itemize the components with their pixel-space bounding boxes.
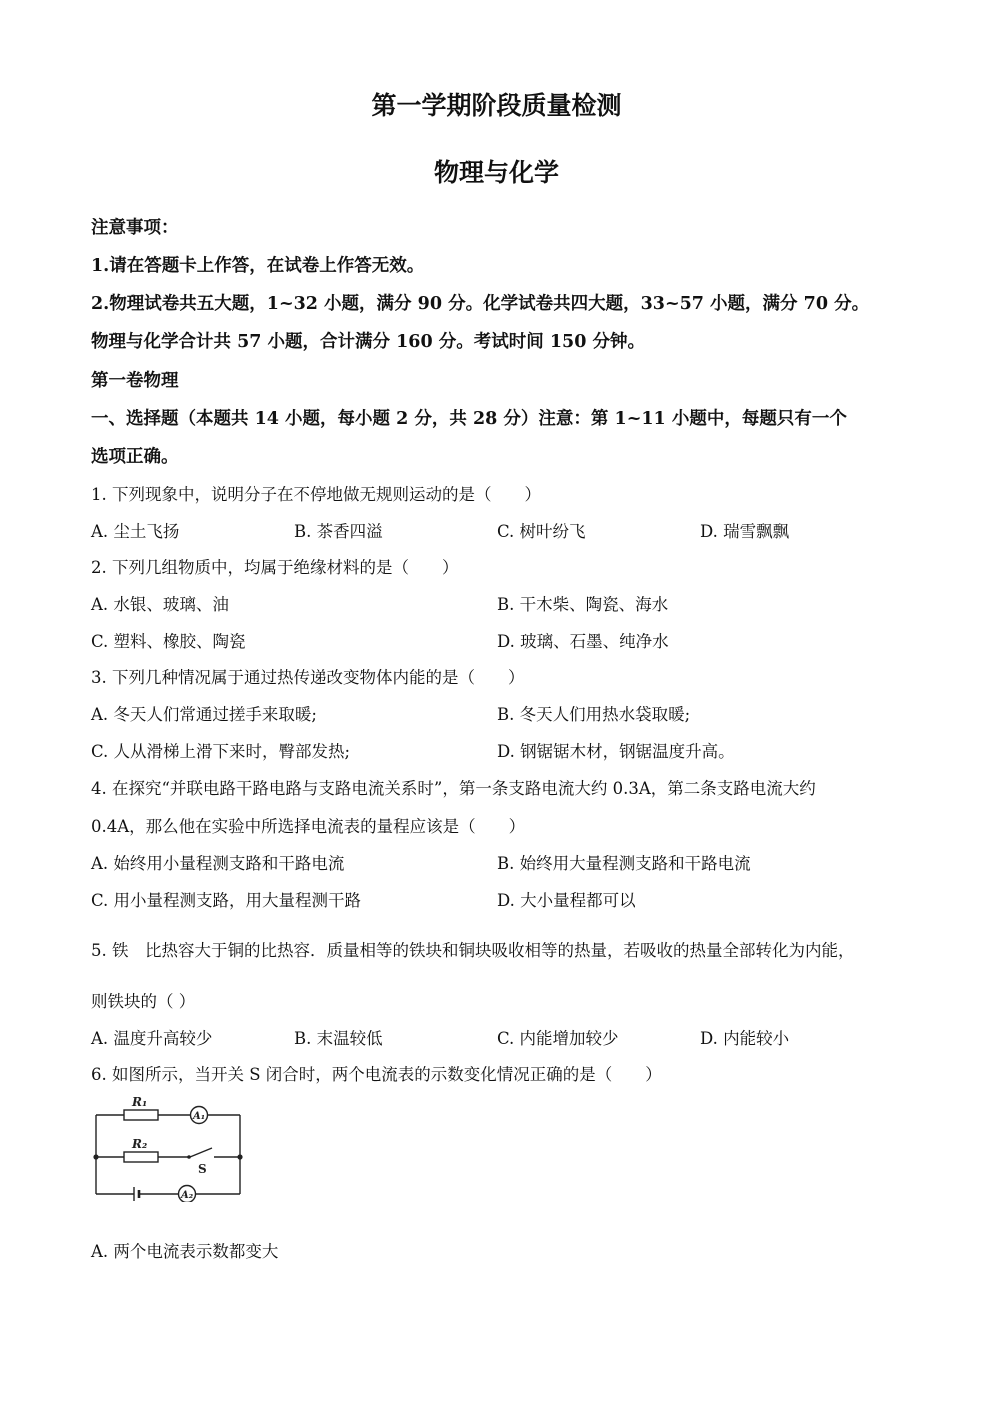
resistor-r1 [124, 1110, 158, 1120]
question-3-option-b: B. 冬天人们用热水袋取暖; [497, 705, 691, 724]
question-2-stem: 2. 下列几组物质中，均属于绝缘材料的是（ ） [91, 558, 459, 577]
switch-label: S [198, 1162, 207, 1176]
circuit-diagram [88, 1090, 248, 1202]
question-2-option-b: B. 干木柴、陶瓷、海水 [497, 595, 669, 614]
question-2-option-c: C. 塑料、橡胶、陶瓷 [91, 632, 246, 651]
page-title: 第一学期阶段质量检测 [371, 91, 622, 120]
a2-label: A₂ [181, 1190, 194, 1201]
notice-heading: 注意事项： [91, 218, 179, 238]
question-1-option-c: C. 树叶纷飞 [497, 522, 586, 541]
question-5-stem-line-2: 则铁块的（ ） [91, 992, 196, 1011]
question-2-option-a: A. 水银、玻璃、油 [91, 595, 229, 614]
question-4-stem-line-2: 0.4A，那么他在实验中所选择电流表的量程应该是（ ） [91, 817, 526, 836]
page-subtitle: 物理与化学 [433, 158, 559, 187]
question-5-option-b: B. 末温较低 [294, 1029, 383, 1048]
question-4-option-a: A. 始终用小量程测支路和干路电流 [91, 854, 345, 873]
switch-pivot [187, 1155, 191, 1159]
question-1-stem: 1. 下列现象中，说明分子在不停地做无规则运动的是（ ） [91, 485, 541, 504]
notice-line-3: 物理与化学合计共 57 小题，合计满分 160 分。考试时间 150 分钟。 [91, 332, 645, 352]
question-5-option-c: C. 内能增加较少 [497, 1029, 619, 1048]
notice-line-1: 1.请在答题卡上作答，在试卷上作答无效。 [91, 256, 425, 276]
volume-heading: 第一卷物理 [91, 371, 179, 391]
question-6-stem: 6. 如图所示，当开关 S 闭合时，两个电流表的示数变化情况正确的是（ ） [91, 1065, 662, 1084]
question-1-option-a: A. 尘土飞扬 [91, 522, 180, 541]
question-2-option-d: D. 玻璃、石墨、纯净水 [497, 632, 669, 651]
junction-right [237, 1154, 242, 1159]
question-3-option-a: A. 冬天人们常通过搓手来取暖; [91, 705, 317, 724]
question-5-stem-line-1: 5. 铁 比热容大于铜的比热容．质量相等的铁块和铜块吸收相等的热量，若吸收的热量全部转化为内能， [91, 941, 855, 960]
r1-label: R₁ [132, 1095, 148, 1109]
question-3-stem: 3. 下列几种情况属于通过热传递改变物体内能的是（ ） [91, 668, 525, 687]
question-4-option-b: B. 始终用大量程测支路和干路电流 [497, 854, 751, 873]
question-4-option-d: D. 大小量程都可以 [497, 891, 636, 910]
question-5-option-a: A. 温度升高较少 [91, 1029, 213, 1048]
junction-left [93, 1154, 98, 1159]
question-1-option-d: D. 瑞雪飘飘 [700, 522, 790, 541]
question-4-stem-line-1: 4. 在探究“并联电路干路电路与支路电流关系时”，第一条支路电流大约 0.3A，第二条支路电流大约 [91, 779, 816, 798]
notice-line-2: 2.物理试卷共五大题，1~32 小题，满分 90 分。化学试卷共四大题，33~57 小题，满分 70 分。 [91, 294, 870, 314]
switch-s-blade [190, 1148, 212, 1157]
question-3-option-c: C. 人从滑梯上滑下来时，臀部发热; [91, 742, 351, 761]
part-heading-line-1: 一、选择题（本题共 14 小题，每小题 2 分，共 28 分）注意：第 1~11 小题中，每题只有一个 [91, 409, 847, 429]
r2-label: R₂ [132, 1137, 148, 1151]
part-heading-line-2: 选项正确。 [91, 447, 179, 467]
question-6-option-a: A. 两个电流表示数都变大 [91, 1242, 279, 1261]
question-5-option-d: D. 内能较小 [700, 1029, 790, 1048]
a1-label: A₁ [193, 1111, 206, 1122]
question-4-option-c: C. 用小量程测支路，用大量程测干路 [91, 891, 362, 910]
resistor-r2 [124, 1152, 158, 1162]
question-3-option-d: D. 钢锯锯木材，钢锯温度升高。 [497, 742, 735, 761]
question-1-option-b: B. 茶香四溢 [294, 522, 383, 541]
